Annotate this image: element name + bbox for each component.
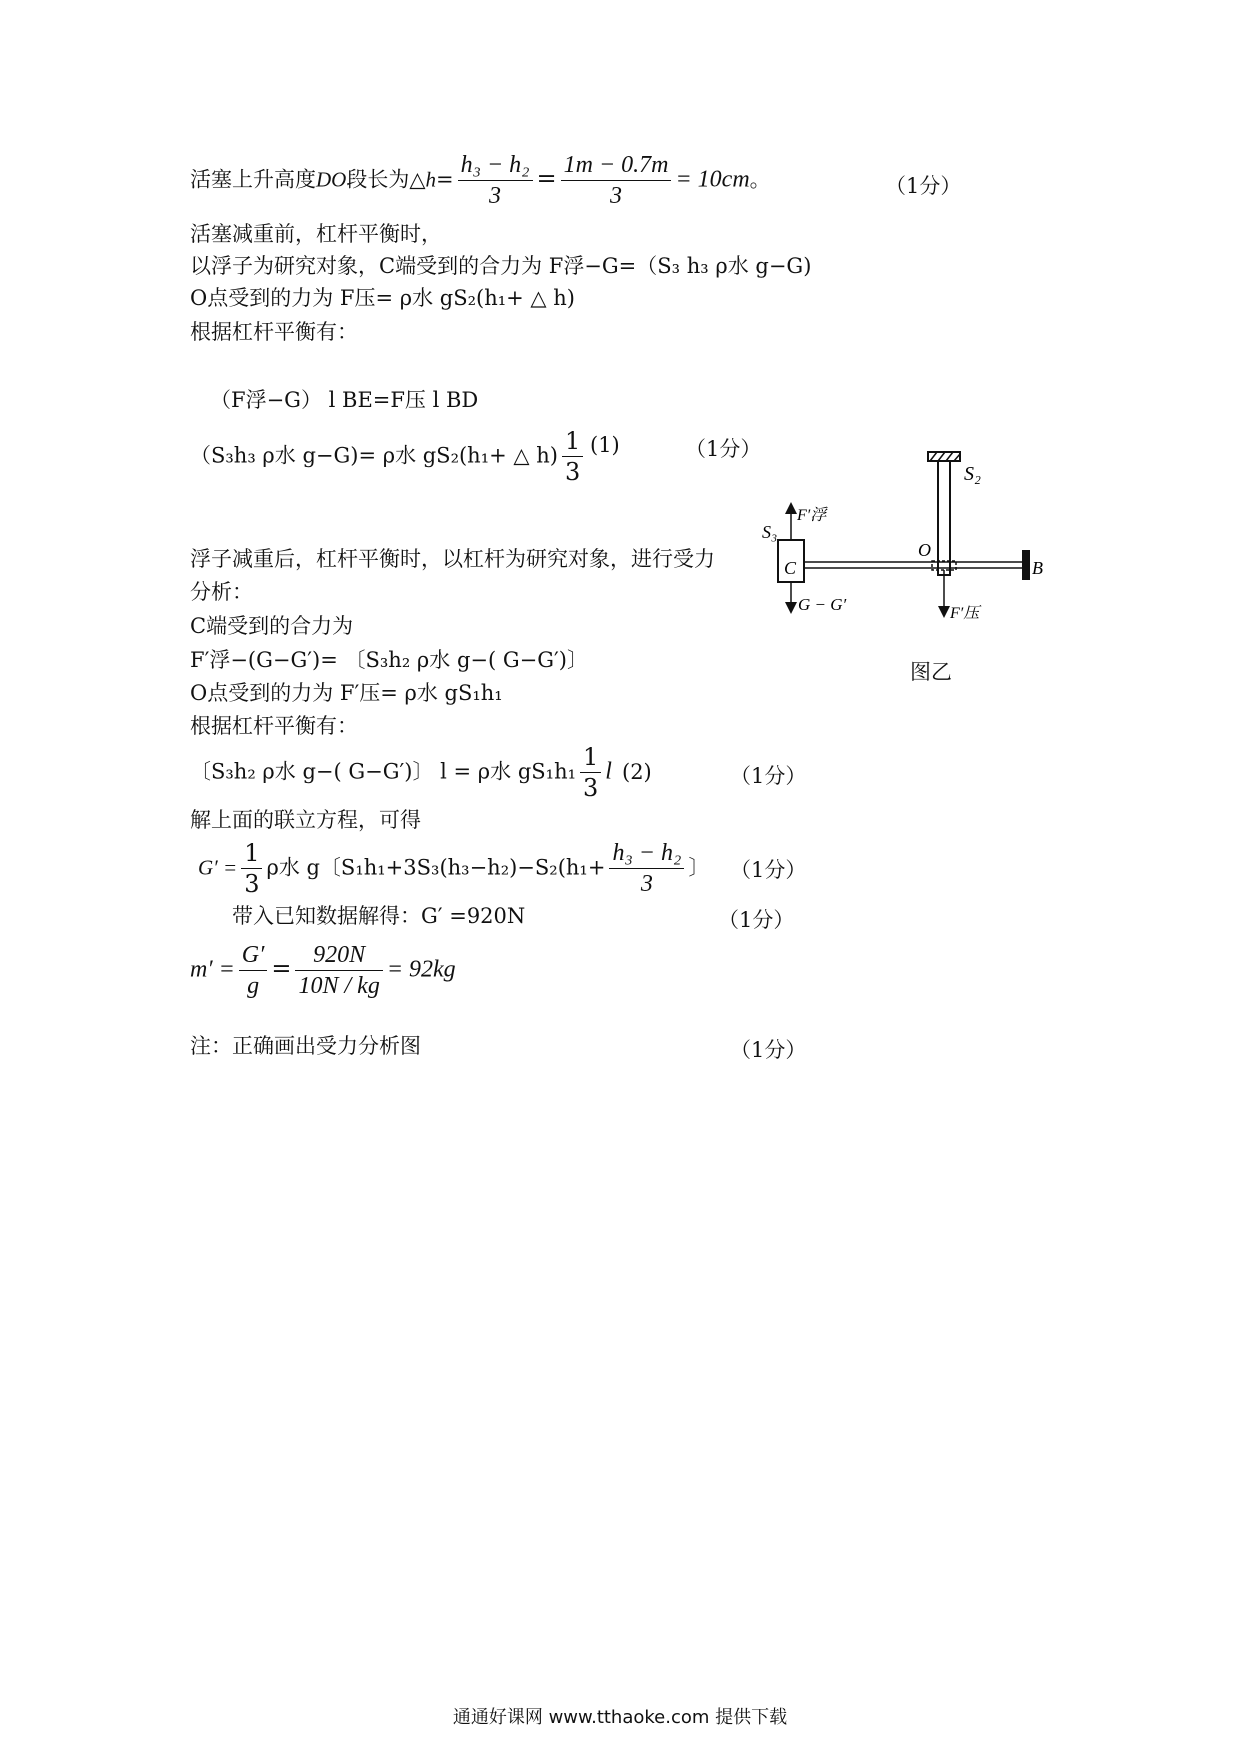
fraction — [609, 838, 684, 900]
line-11: F′浮−(G−G′)= 〔S₃h₂ ρ水 g−( G−G′)〕 — [190, 648, 588, 672]
line-12: O点受到的力为 F′压= ρ水 gS₁h₁ — [190, 681, 503, 705]
line-10: C端受到的合力为 — [190, 614, 354, 638]
fraction — [562, 426, 583, 488]
label-s3: S₃ — [762, 522, 778, 542]
fraction — [458, 150, 533, 212]
points-label: （1分） — [730, 858, 807, 882]
line-8: 浮子减重后，杠杆平衡时，以杠杆为研究对象，进行受力 — [190, 547, 715, 571]
equation-2: 〔S₃h₂ ρ水 g−( G−G′)〕 l = ρ水 gS₁h₁ — [190, 759, 577, 784]
fraction — [239, 940, 268, 1002]
label-f-press: F′压 — [950, 605, 980, 622]
line-18 — [190, 940, 456, 1002]
label-g: G − G′ — [798, 595, 847, 614]
line-2: 活塞减重前，杠杆平衡时， — [190, 222, 442, 246]
denominator: 3 — [244, 870, 260, 898]
line-4: O点受到的力为 F压= ρ水 gS₂(h₁+ △ h) — [190, 286, 575, 310]
numerator: 1m − 0.7m — [561, 150, 672, 181]
fraction — [295, 940, 382, 1002]
fraction — [561, 150, 672, 212]
fraction — [241, 838, 262, 900]
expression: ρ水 g〔S₁h₁+3S₃(h₃−h₂)−S₂(h₁+ — [266, 855, 606, 880]
period: 。 — [749, 167, 771, 192]
equation-1: （S₃h₃ ρ水 g−G)= ρ水 gS₂(h₁+ △ h) — [190, 443, 558, 468]
denominator: 3 — [610, 183, 623, 209]
result: = 10cm — [675, 166, 750, 193]
top-support — [928, 452, 960, 461]
numerator: 920N — [295, 940, 382, 971]
equation-number: (1) — [590, 433, 620, 457]
equation-number: (2) — [622, 760, 652, 784]
label-c: C — [784, 558, 797, 578]
line-19: 注：正确画出受力分析图 — [190, 1034, 421, 1058]
label-f-float: F′浮 — [797, 507, 827, 524]
line-9: 分析： — [190, 580, 253, 604]
line-17: 带入已知数据解得：G′ =920N — [232, 904, 526, 928]
denominator: 10N / kg — [298, 973, 380, 999]
force-diagram — [760, 440, 1060, 640]
line-6: （F浮−G） l BE=F压 l BD — [210, 388, 479, 412]
equals: = — [436, 167, 454, 192]
numerator: h₃ − h₂ — [458, 150, 533, 181]
footer-text: 通通好课网 www.tthaoke.com 提供下载 — [452, 1707, 788, 1728]
text: 段长为△ — [346, 167, 426, 192]
line-5: 根据杠杆平衡有： — [190, 320, 358, 344]
denominator: 3 — [564, 458, 581, 486]
line-1: 活塞上升高度DO段长为△h= $\frac{\text{h₃ − h₂}}{3}$ = $\frac{1m - 0.7m}{3}$ = 10cm。 — [190, 150, 771, 212]
fraction — [580, 742, 601, 804]
numerator: G′ — [239, 940, 268, 971]
points-label: （1分） — [718, 908, 795, 932]
lhs: G′ = — [198, 855, 238, 880]
segment-label: DO — [316, 167, 347, 192]
denominator: 3 — [489, 183, 502, 209]
line-15: 解上面的联立方程，可得 — [190, 808, 421, 832]
line-3: 以浮子为研究对象，C端受到的合力为 F浮−G=（S₃ h₃ ρ水 g−G) — [190, 254, 812, 278]
numerator: 1 — [241, 838, 262, 869]
label-b: B — [1032, 558, 1043, 578]
line-16 — [198, 838, 709, 900]
points-label: （1分） — [685, 437, 762, 461]
points-label: （1分） — [885, 174, 962, 198]
lhs: m′ = — [190, 956, 235, 983]
result: = 92kg — [386, 956, 456, 983]
text: 活塞上升高度 — [190, 167, 316, 192]
numerator: h₃ − h₂ — [609, 838, 684, 869]
var-l: l — [605, 758, 612, 785]
numerator: 1 — [580, 742, 601, 773]
label-o: O — [918, 540, 931, 560]
support-b — [1022, 550, 1029, 580]
line-13: 根据杠杆平衡有： — [190, 714, 358, 738]
label-s2: S₂ — [964, 463, 981, 485]
numerator: 1 — [562, 426, 583, 457]
var-h: h — [425, 167, 436, 192]
bracket: 〕 — [688, 855, 710, 880]
piston-rod — [938, 461, 950, 575]
line-14 — [190, 742, 612, 804]
denominator: 3 — [640, 871, 653, 897]
points-label: （1分） — [730, 1038, 807, 1062]
denominator: 3 — [583, 774, 599, 802]
points-label: （1分） — [730, 764, 807, 788]
line-7 — [190, 426, 587, 488]
equals: = — [271, 954, 292, 983]
denominator: g — [247, 973, 260, 999]
figure-caption: 图乙 — [910, 660, 952, 684]
